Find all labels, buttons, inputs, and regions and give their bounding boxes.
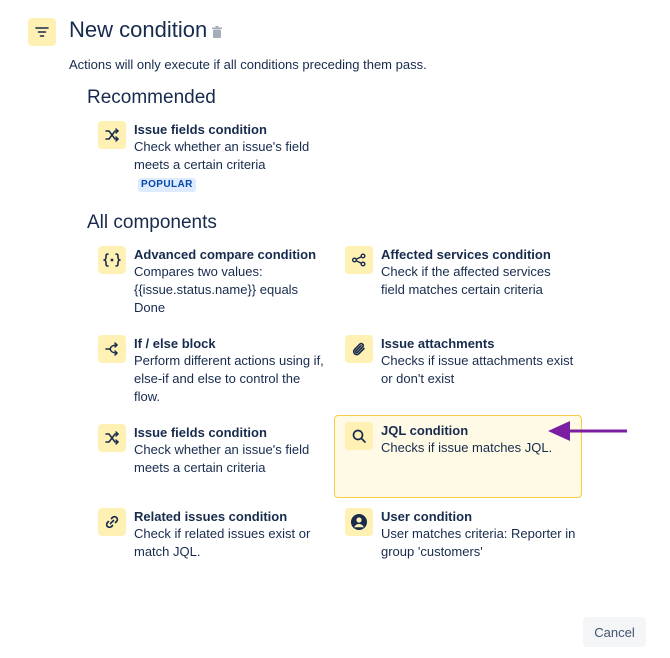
- cancel-button[interactable]: Cancel: [583, 617, 646, 647]
- component-card-issue-attachments[interactable]: [334, 328, 582, 410]
- branch-icon: [98, 335, 126, 363]
- page-subtitle: Actions will only execute if all conditions preceding them pass.: [69, 57, 427, 72]
- component-card-if-else[interactable]: [87, 328, 332, 410]
- component-card-affected-services[interactable]: [334, 239, 582, 321]
- section-all-components: All components: [87, 212, 217, 233]
- component-desc: Checks if issue attachments exist or don't exist: [381, 353, 574, 386]
- filter-icon: [28, 18, 56, 46]
- component-name: Issue fields condition: [134, 122, 267, 137]
- component-card-related-issues[interactable]: [87, 501, 332, 571]
- annotation-arrow-icon: [546, 418, 630, 444]
- component-name: Affected services condition: [381, 247, 551, 262]
- component-name: JQL condition: [381, 423, 469, 438]
- braces-icon: [98, 246, 126, 274]
- component-name: Advanced compare condition: [134, 247, 317, 262]
- paperclip-icon: [345, 335, 373, 363]
- page-title: New condition: [69, 17, 208, 42]
- component-name: Issue attachments: [381, 336, 495, 351]
- component-name: Issue fields condition: [134, 425, 267, 440]
- component-card-advanced-compare[interactable]: [87, 239, 332, 321]
- component-desc: Perform different actions using if, else-if and else to control the flow.: [134, 353, 324, 404]
- services-icon: [345, 246, 373, 274]
- section-recommended: Recommended: [87, 87, 216, 108]
- component-name: Related issues condition: [134, 509, 288, 524]
- search-icon: [345, 422, 373, 450]
- shuffle-icon: [98, 121, 126, 149]
- component-desc: Compares two values: {{issue.status.name}} equals Done: [134, 264, 299, 315]
- component-desc: Check whether an issue's field meets a certain criteria: [134, 139, 310, 172]
- trash-icon[interactable]: [211, 25, 223, 39]
- popular-badge: POPULAR: [138, 178, 196, 192]
- component-desc: Check if related issues exist or match JQL.: [134, 526, 311, 559]
- link-icon: [98, 508, 126, 536]
- component-card-issue-fields-recommended[interactable]: [87, 114, 332, 196]
- component-desc: Check if the affected services field matches certain criteria: [381, 264, 551, 297]
- shuffle-icon: [98, 424, 126, 452]
- component-card-issue-fields[interactable]: [87, 417, 332, 499]
- component-desc: Checks if issue matches JQL.: [381, 440, 553, 455]
- component-card-jql[interactable]: [334, 415, 582, 498]
- component-name: User condition: [381, 509, 473, 524]
- component-desc: User matches criteria: Reporter in group 'customers': [381, 526, 576, 559]
- user-icon: [345, 508, 373, 536]
- component-card-user[interactable]: [334, 501, 582, 571]
- component-name: If / else block: [134, 336, 216, 351]
- component-desc: Check whether an issue's field meets a certain criteria: [134, 442, 310, 475]
